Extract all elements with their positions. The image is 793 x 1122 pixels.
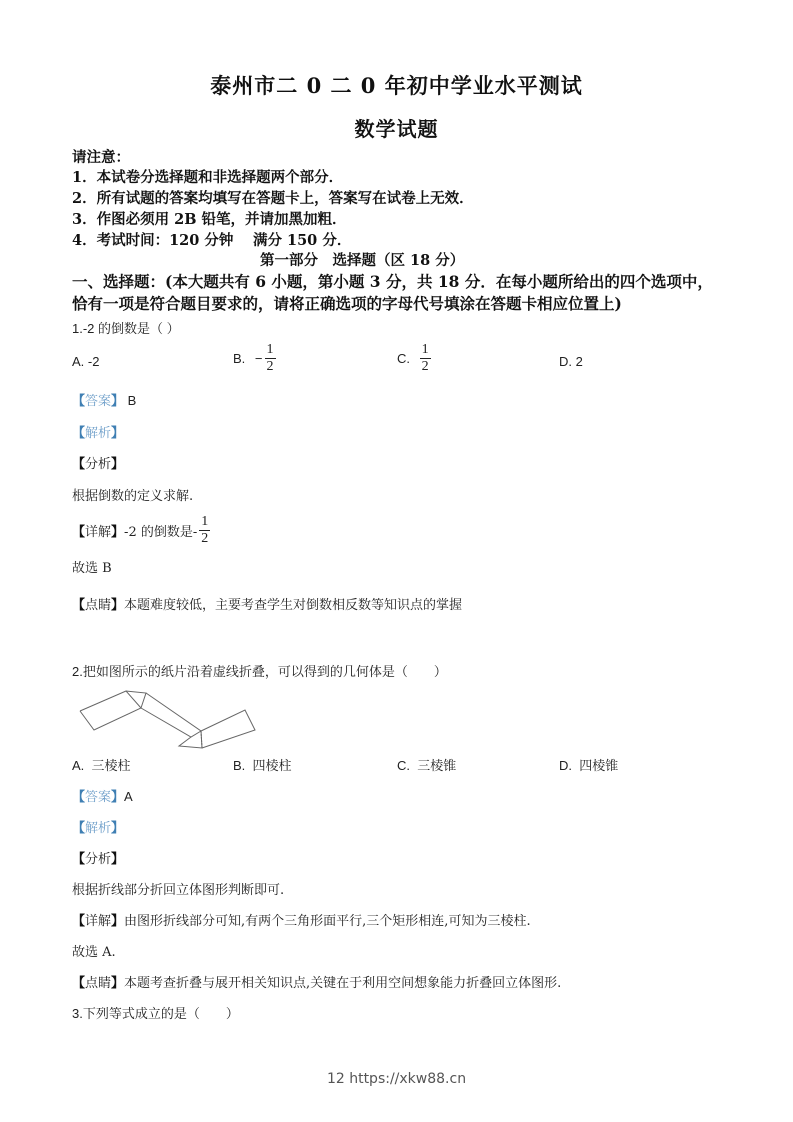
notice-item: 4．考试时间：120 分钟 满分 150 分． bbox=[72, 232, 352, 249]
answer-value: B bbox=[127, 393, 137, 408]
answer-row bbox=[72, 786, 133, 805]
fenxi-text: 根据折线部分折回立体图形判断即可. bbox=[72, 883, 285, 898]
option-b: B. − $\frac{1}{2}$ bbox=[233, 342, 274, 374]
fenxi-text: 根据倒数的定义求解. bbox=[72, 489, 194, 504]
answer-row bbox=[72, 390, 136, 409]
option-a: A. -2 bbox=[72, 354, 100, 369]
question-stem: 2.把如图所示的纸片沿着虚线折叠，可以得到的几何体是（ ） bbox=[72, 664, 447, 679]
conclusion: 故选 A. bbox=[72, 945, 116, 960]
exam-title: 泰州市二 0 二 0 年初中学业水平测试 bbox=[210, 73, 583, 98]
answer-value: A bbox=[124, 789, 133, 804]
part1-instructions: 一、选择题：(本大题共有 6 小题，第小题 3 分，共 18 分．在每小题所给出的四个选项中， bbox=[72, 272, 713, 291]
folding-net-figure bbox=[78, 690, 268, 750]
conclusion: 故选 B bbox=[72, 561, 112, 576]
dianjing-row: 【点睛】本题考查折叠与展开相关知识点,关键在于利用空间想象能力折叠回立体图形. bbox=[72, 976, 562, 991]
analysis-label: 【解析】 bbox=[72, 425, 125, 440]
page-footer: 12 https://xkw88.cn bbox=[326, 1071, 467, 1087]
fraction: $\frac{1}{2}$ bbox=[421, 342, 429, 374]
option-a: A. 三棱柱 bbox=[72, 758, 131, 773]
answer-label: 【答案】 bbox=[72, 393, 125, 408]
notice-item: 3．作图必须用 2B 铅笔，并请加黑加粗． bbox=[72, 211, 347, 228]
answer-label: 【答案】 bbox=[72, 789, 125, 804]
question-stem: 1.-2 的倒数是（ ） bbox=[72, 321, 180, 336]
detail-row: 【详解】-2 的倒数是- $\frac{1}{2}$ bbox=[72, 514, 209, 546]
question-stem: 3.下列等式成立的是（ ） bbox=[72, 1006, 239, 1021]
detail-row: 【详解】由图形折线部分可知,有两个三角形面平行,三个矩形相连,可知为三棱柱. bbox=[72, 914, 531, 929]
option-b: B. 四棱柱 bbox=[233, 758, 292, 773]
notice-heading: 请注意： bbox=[72, 149, 130, 166]
option-d: D. 2 bbox=[559, 354, 583, 369]
option-c: C. $\frac{1}{2}$ bbox=[397, 342, 429, 374]
fenxi-label: 【分析】 bbox=[72, 456, 125, 471]
option-d: D. 四棱锥 bbox=[559, 758, 619, 773]
fraction: $\frac{1}{2}$ bbox=[201, 514, 209, 546]
analysis-label: 【解析】 bbox=[72, 820, 125, 835]
exam-subtitle: 数学试题 bbox=[354, 117, 439, 141]
notice-item: 2．所有试题的答案均填写在答题卡上，答案写在试卷上无效． bbox=[72, 190, 474, 207]
fraction: $\frac{1}{2}$ bbox=[266, 342, 274, 374]
option-c: C. 三棱锥 bbox=[397, 758, 457, 773]
dianjing-row: 【点睛】本题难度较低，主要考查学生对倒数相反数等知识点的掌握 bbox=[72, 597, 463, 612]
part1-heading: 第一部分 选择题（区 18 分） bbox=[260, 252, 465, 269]
fenxi-label: 【分析】 bbox=[72, 851, 125, 866]
notice-item: 1．本试卷分选择题和非选择题两个部分． bbox=[72, 169, 344, 186]
part1-instructions: 恰有一项是符合题目要求的，请将正确选项的字母代号填涂在答题卡相应位置上) bbox=[72, 294, 622, 313]
